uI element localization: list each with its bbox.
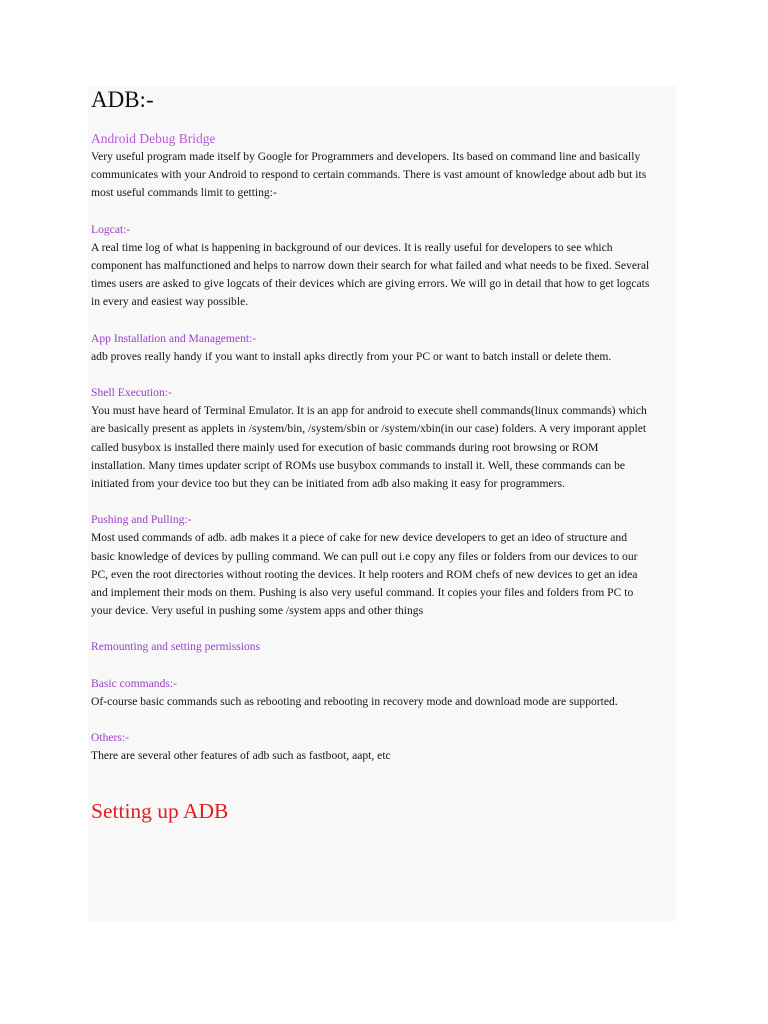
- document-title: ADB:-: [91, 87, 154, 112]
- section-body-shell-execution: You must have heard of Terminal Emulator. It is an app for android to execute shell commands(linux commands) which are basically present as applets in /system/bin, /system/sbin or /system/xbin(in our case) folders. A very imporant applet called busybox is installed there mainly used for execution of basic commands during root browsing or ROM installation. Many times updater script of ROMs use busybox commands to install it. Well, these commands can be initiated from your device too but they can be initiated from adb also making it easy for programmers.: [91, 404, 647, 491]
- section-body-basic-commands: Of-course basic commands such as rebooting and rebooting in recovery mode and download mode are supported.: [91, 694, 618, 708]
- section-heading-remounting: Remounting and setting permissions: [91, 640, 261, 654]
- section-body-pushing-pulling: Most used commands of adb. adb makes it a piece of cake for new device developers to get an ideo of structure and basic knowledge of devices by pulling command. We can pull out i.e copy any files or folders from our devices to our PC, even the root directories without rooting the devices. It help rooters and ROM chefs of new devices to get an idea and implement their mods on them. Pushing is also very useful command. It copies your files and folders from PC to your device. Very useful in pushing some /system apps and other things: [91, 531, 638, 618]
- section-heading-logcat: Logcat:-: [91, 222, 131, 236]
- section-body-logcat: A real time log of what is happening in background of our devices. It is really useful for developers to see which component has malfunctioned and helps to narrow down their search for what failed and what needs to be fixed. Several times users are asked to give logcats of their devices which are giving errors. We will go in detail that how to get logcats in every and easiest way possible.: [91, 240, 650, 309]
- document-content: [91, 86, 651, 825]
- setting-up-adb-heading: Setting up ADB: [91, 799, 229, 824]
- section-heading-basic-commands: Basic commands:-: [91, 676, 177, 690]
- intro-paragraph: Very useful program made itself by Google for Programmers and developers. Its based on command line and basically communicates with your Android to respond to certain commands. There is vast amount of knowledge about adb but its most useful commands limit to getting:-: [91, 150, 647, 200]
- section-body-others: There are several other features of adb such as fastboot, aapt, etc: [91, 749, 391, 763]
- section-body-app-installation: adb proves really handy if you want to install apks directly from your PC or want to batch install or delete them.: [91, 349, 612, 363]
- document-subtitle: Android Debug Bridge: [91, 131, 216, 146]
- section-heading-others: Others:-: [91, 731, 129, 745]
- section-heading-app-installation: App Installation and Management:-: [91, 331, 257, 345]
- section-heading-pushing-pulling: Pushing and Pulling:-: [91, 513, 192, 527]
- section-heading-shell-execution: Shell Execution:-: [91, 386, 172, 400]
